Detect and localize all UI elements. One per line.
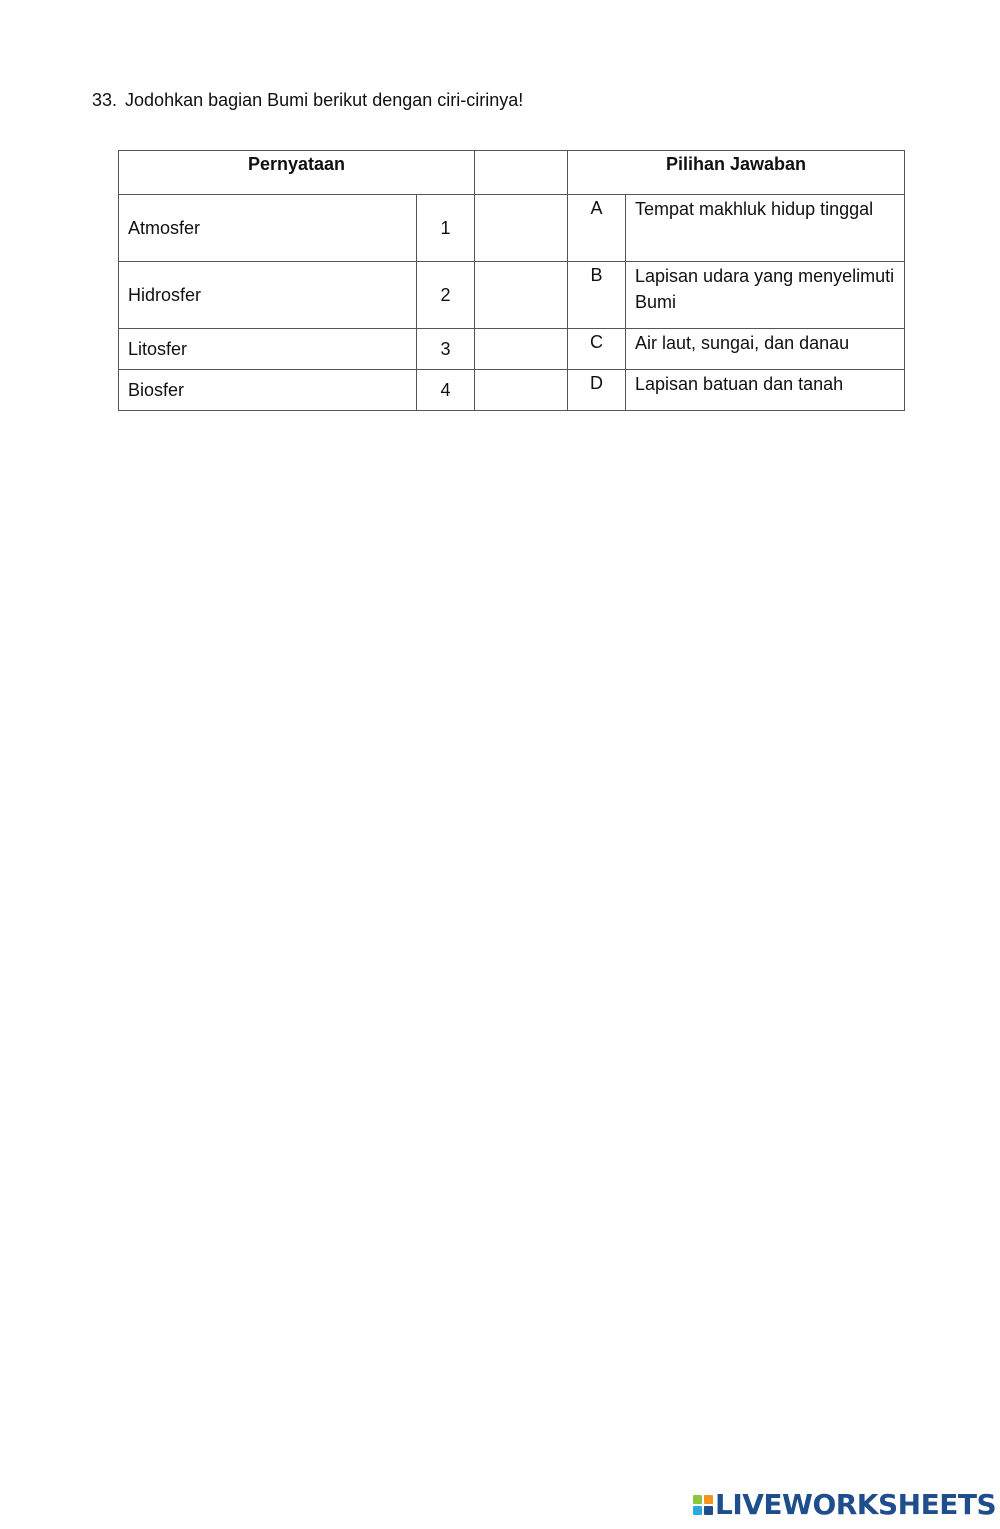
logo-block [704,1506,713,1515]
question-text: Jodohkan bagian Bumi berikut dengan ciri-cirinya! [125,90,524,110]
statement-number: 2 [417,262,475,329]
table-row [119,195,905,262]
table-row [119,370,905,411]
answer-box[interactable] [475,195,568,262]
question [92,89,523,111]
statement-number: 1 [417,195,475,262]
option-text: Tempat makhluk hidup tinggal [626,195,905,262]
answer-box[interactable] [475,370,568,411]
option-letter: D [568,370,626,411]
statement-cell: Biosfer [119,370,417,411]
header-pernyataan: Pernyataan [119,151,475,195]
answer-box[interactable] [475,329,568,370]
statement-number: 4 [417,370,475,411]
option-letter: B [568,262,626,329]
question-number: 33. [92,90,118,110]
table-row [119,329,905,370]
statement-number: 3 [417,329,475,370]
option-text: Lapisan udara yang menyelimuti Bumi [626,262,905,329]
logo-text: LIVEWORKSHEETS [715,1488,997,1521]
header-pilihan-jawaban: Pilihan Jawaban [568,151,905,195]
table-row [119,262,905,329]
option-letter: C [568,329,626,370]
logo-blocks-icon [693,1495,713,1515]
option-letter: A [568,195,626,262]
logo-block [704,1495,713,1504]
liveworksheets-logo [693,1490,996,1520]
statement-cell: Hidrosfer [119,262,417,329]
matching-table [118,150,905,411]
answer-box[interactable] [475,262,568,329]
header-blank-cell [475,151,568,195]
statement-cell: Atmosfer [119,195,417,262]
option-text: Air laut, sungai, dan danau [626,329,905,370]
table-header-row [119,151,905,195]
logo-block [693,1495,702,1504]
option-text: Lapisan batuan dan tanah [626,370,905,411]
logo-block [693,1506,702,1515]
statement-cell: Litosfer [119,329,417,370]
